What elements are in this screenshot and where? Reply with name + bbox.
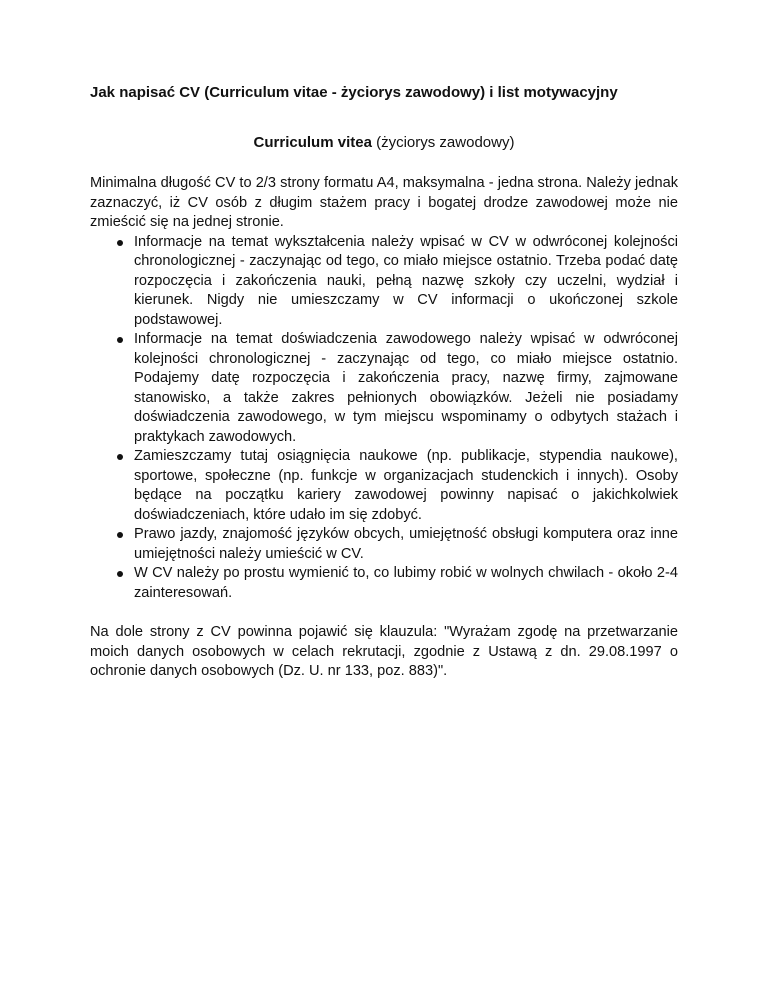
document-title: Jak napisać CV (Curriculum vitae - życiorys zawodowy) i list motywacyjny (90, 84, 618, 101)
section-heading-rest: (życiorys zawodowy) (371, 134, 515, 151)
closing-paragraph: Na dole strony z CV powinna pojawić się klauzula: "Wyrażam zgodę na przetwarzanie moich danych osobowych w celach rekrutacji, zgodnie z Ustawą z dn. 29.08.1997 o ochronie danych osobowych (Dz. U. nr 133, poz. 883)". (90, 624, 678, 679)
bullet-icon (117, 454, 123, 460)
bullet-text: Zamieszczamy tutaj osiągnięcia naukowe (np. publikacje, stypendia naukowe), sportowe, społeczne (np. funkcje w organizacjach studenckich i innych). Osoby będące na początku kariery zawodowej powinny napisać o jakichkolwiek doświadczeniach, które udało im się zdobyć. (134, 448, 678, 523)
bullet-icon (117, 240, 123, 246)
bullet-text: W CV należy po prostu wymienić to, co lubimy robić w wolnych chwilach - około 2-4 zainteresowań. (134, 565, 678, 601)
bullet-item-skills (90, 525, 678, 564)
bullet-item-experience (90, 330, 678, 447)
document-body (90, 174, 678, 682)
intro-paragraph: Minimalna długość CV to 2/3 strony formatu A4, maksymalna - jedna strona. Należy jednak zaznaczyć, iż CV osób z długim stażem pracy i bogatej drodze zawodowej może nie zmieścić się na jednej stronie. (90, 175, 678, 230)
bullet-list (90, 233, 678, 604)
bullet-item-achievements (90, 447, 678, 525)
bullet-icon (117, 571, 123, 577)
bullet-icon (117, 337, 123, 343)
section-heading-bold: Curriculum vitea (253, 134, 372, 151)
section-heading (0, 134, 768, 151)
bullet-text: Informacje na temat wykształcenia należy wpisać w CV w odwróconej kolejności chronologicznej - zaczynając od tego, co miało miejsce ostatnio. Trzeba podać datę rozpoczęcia i zakończenia nauki, pełną nazwę szkoły czy uczelni, wydział i kierunek. Nigdy nie umieszczamy w CV informacji o ukończonej szkole podstawowej. (134, 233, 678, 328)
bullet-item-education (90, 233, 678, 331)
bullet-text: Informacje na temat doświadczenia zawodowego należy wpisać w odwróconej kolejności chronologicznej - zaczynając od tego, co miało miejsce ostatnio. Podajemy datę rozpoczęcia i zakończenia pracy, nazwę firmy, zajmowane stanowisko, a także zakres pełnionych obowiązków. Jeżeli nie posiadamy doświadczenia zawodowego, w tym miejscu wspominamy o odbytych stażach i praktykach zawodowych. (134, 331, 678, 445)
bullet-icon (117, 532, 123, 538)
bullet-text: Prawo jazdy, znajomość języków obcych, umiejętność obsługi komputera oraz inne umiejętności należy umieścić w CV. (134, 526, 678, 562)
bullet-item-interests (90, 564, 678, 603)
